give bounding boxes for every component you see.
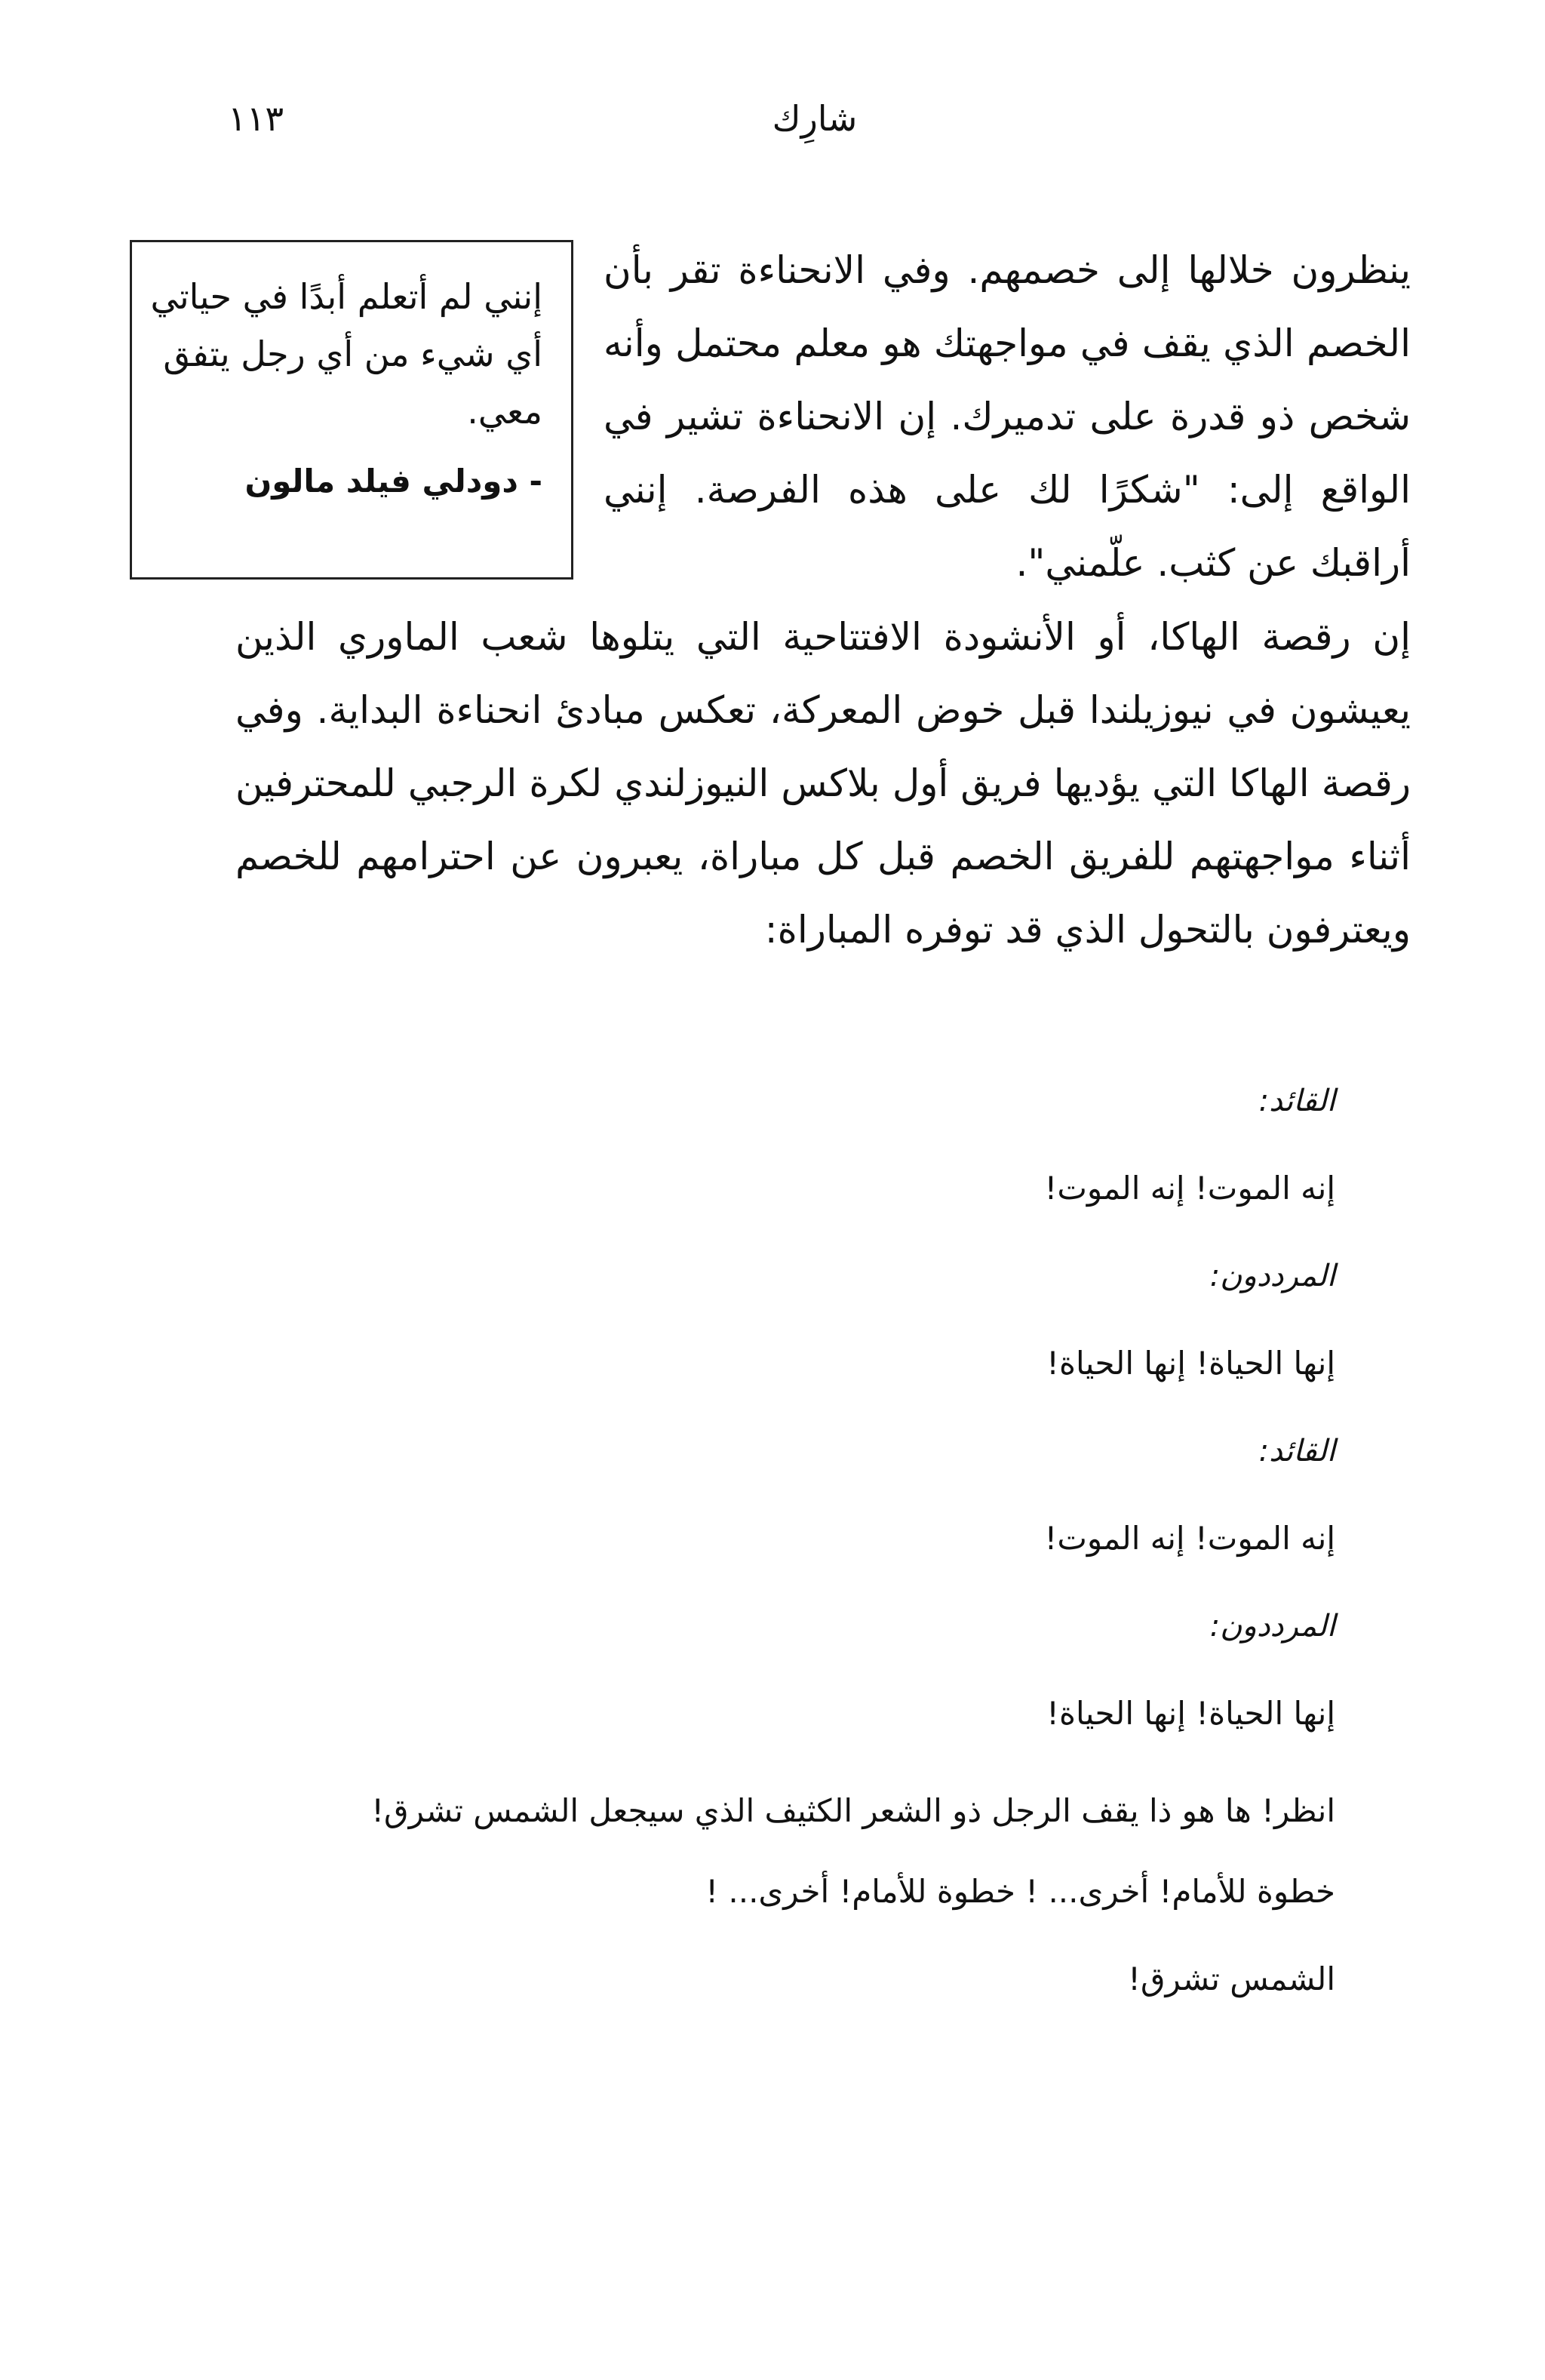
chant-line: إنه الموت! إنه الموت! — [1044, 1520, 1335, 1557]
chant-speaker-line: المرددون: — [1209, 1259, 1335, 1293]
paragraph-1: ينظرون خلالها إلى خصمهم. وفي الانحناءة تقر بأن الخصم الذي يقف في مواجهتك هو معلم محتمل وأنه شخص ذو قدرة على تدميرك. إن الانحناءة تشير في الواقع إلى: "شكرًا لك على هذه الفرصة. إنني أراقبك عن كثب. علّمني". — [604, 248, 1411, 585]
chant-line: إنها الحياة! إنها الحياة! — [1046, 1695, 1335, 1732]
chant-line: إنه الموت! إنه الموت! — [1044, 1170, 1335, 1207]
epigraph-author: - دودلي فيلد مالون — [244, 463, 542, 500]
epigraph-box — [130, 240, 573, 580]
chant-speaker-line: المرددون: — [1209, 1609, 1335, 1644]
paragraph-2: إن رقصة الهاكا، أو الأنشودة الافتتاحية التي يتلوها شعب الماوري الذين يعيشون في نيوزيلندا قبل خوض المعركة، تعكس مبادئ انحناءة البداية. وفي رقصة الهاكا التي يؤديها فريق أول بلاكس النيوزلندي لكرة الرجبي للمحترفين أثناء مواجهتهم للفريق الخصم قبل كل مباراة، يعبرون عن احترامهم للخصم ويعترفون بالتحول الذي قد توفره المباراة: — [235, 615, 1411, 952]
chant-speaker-line: القائد: — [1258, 1434, 1335, 1468]
page-number: ١١٣ — [228, 98, 284, 139]
running-title: شارِك — [772, 98, 858, 139]
chant-line: انظر! ها هو ذا يقف الرجل ذو الشعر الكثيف الذي سيجعل الشمس تشرق! — [371, 1792, 1335, 1829]
chant-line: إنها الحياة! إنها الحياة! — [1046, 1345, 1335, 1382]
chant-line: الشمس تشرق! — [1128, 1960, 1335, 1997]
epigraph-text: إنني لم أتعلم أبدًا في حياتي أي شيء من أي رجل يتفق معي. — [150, 276, 542, 432]
haka-chant — [332, 1078, 1335, 2043]
page-header — [211, 98, 1418, 158]
chant-speaker-line: القائد: — [1258, 1084, 1335, 1118]
chant-line: خطوة للأمام! أخرى... ! خطوة للأمام! أخرى... ! — [705, 1873, 1335, 1910]
